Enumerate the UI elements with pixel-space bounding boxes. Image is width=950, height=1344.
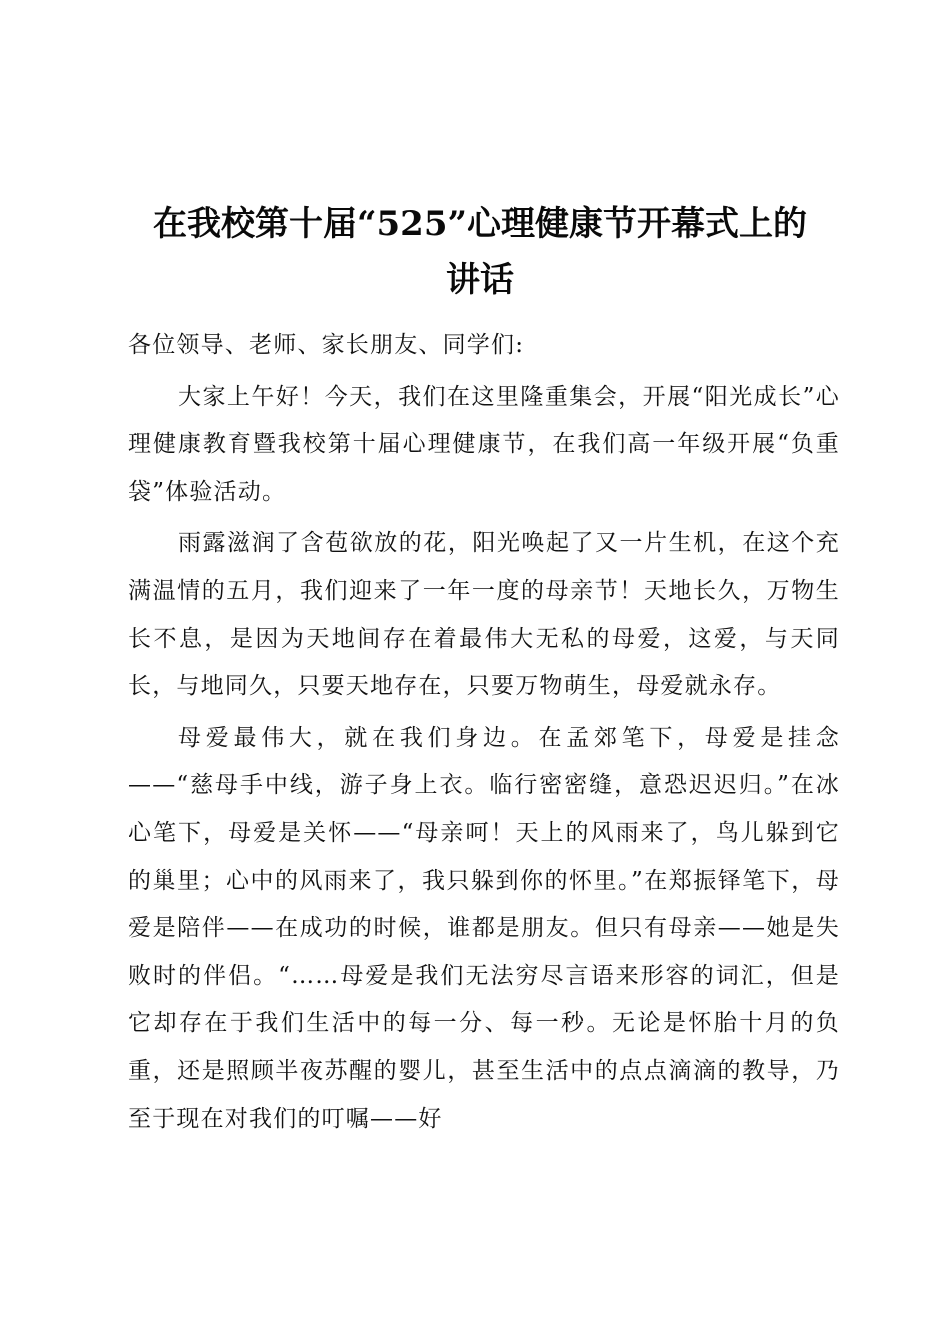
- title-line-1: 在我校第十届“525”心理健康节开幕式上的: [152, 204, 808, 244]
- document-title: [120, 196, 840, 308]
- title-line-2: 讲话: [446, 260, 514, 300]
- salutation: 各位领导、老师、家长朋友、同学们:: [128, 332, 525, 358]
- paragraph-3: 母爱最伟大，就在我们身边。在孟郊笔下，母爱是挂念——“慈母手中线，游子身上衣。临行密密缝，意恐迟迟归。”在冰心笔下，母爱是关怀——“母亲呵！天上的风雨来了，鸟儿躲到它的巢里；心中的风雨来了，我只躲到你的怀里。”在郑振铎笔下，母爱是陪伴——在成功的时候，谁都是朋友。但只有母亲——她是失败时的伴侣。“……母爱是我们无法穷尽言语来形容的词汇，但是它却存在于我们生活中的每一分、每一秒。无论是怀胎十月的负重，还是照顾半夜苏醒的婴儿，甚至生活中的点点滴滴的教导，乃至于现在对我们的叮嘱——好: [128, 724, 840, 1132]
- document-body: [128, 322, 840, 1147]
- paragraph-1: 大家上午好！今天，我们在这里隆重集会，开展“阳光成长”心理健康教育暨我校第十届心理健康节，在我们高一年级开展“负重袋”体验活动。: [128, 383, 840, 505]
- paragraph-2: 雨露滋润了含苞欲放的花，阳光唤起了又一片生机，在这个充满温情的五月，我们迎来了一年一度的母亲节！天地长久，万物生长不息，是因为天地间存在着最伟大无私的母爱，这爱，与天同长，与地同久，只要天地存在，只要万物萌生，母爱就永存。: [128, 530, 840, 700]
